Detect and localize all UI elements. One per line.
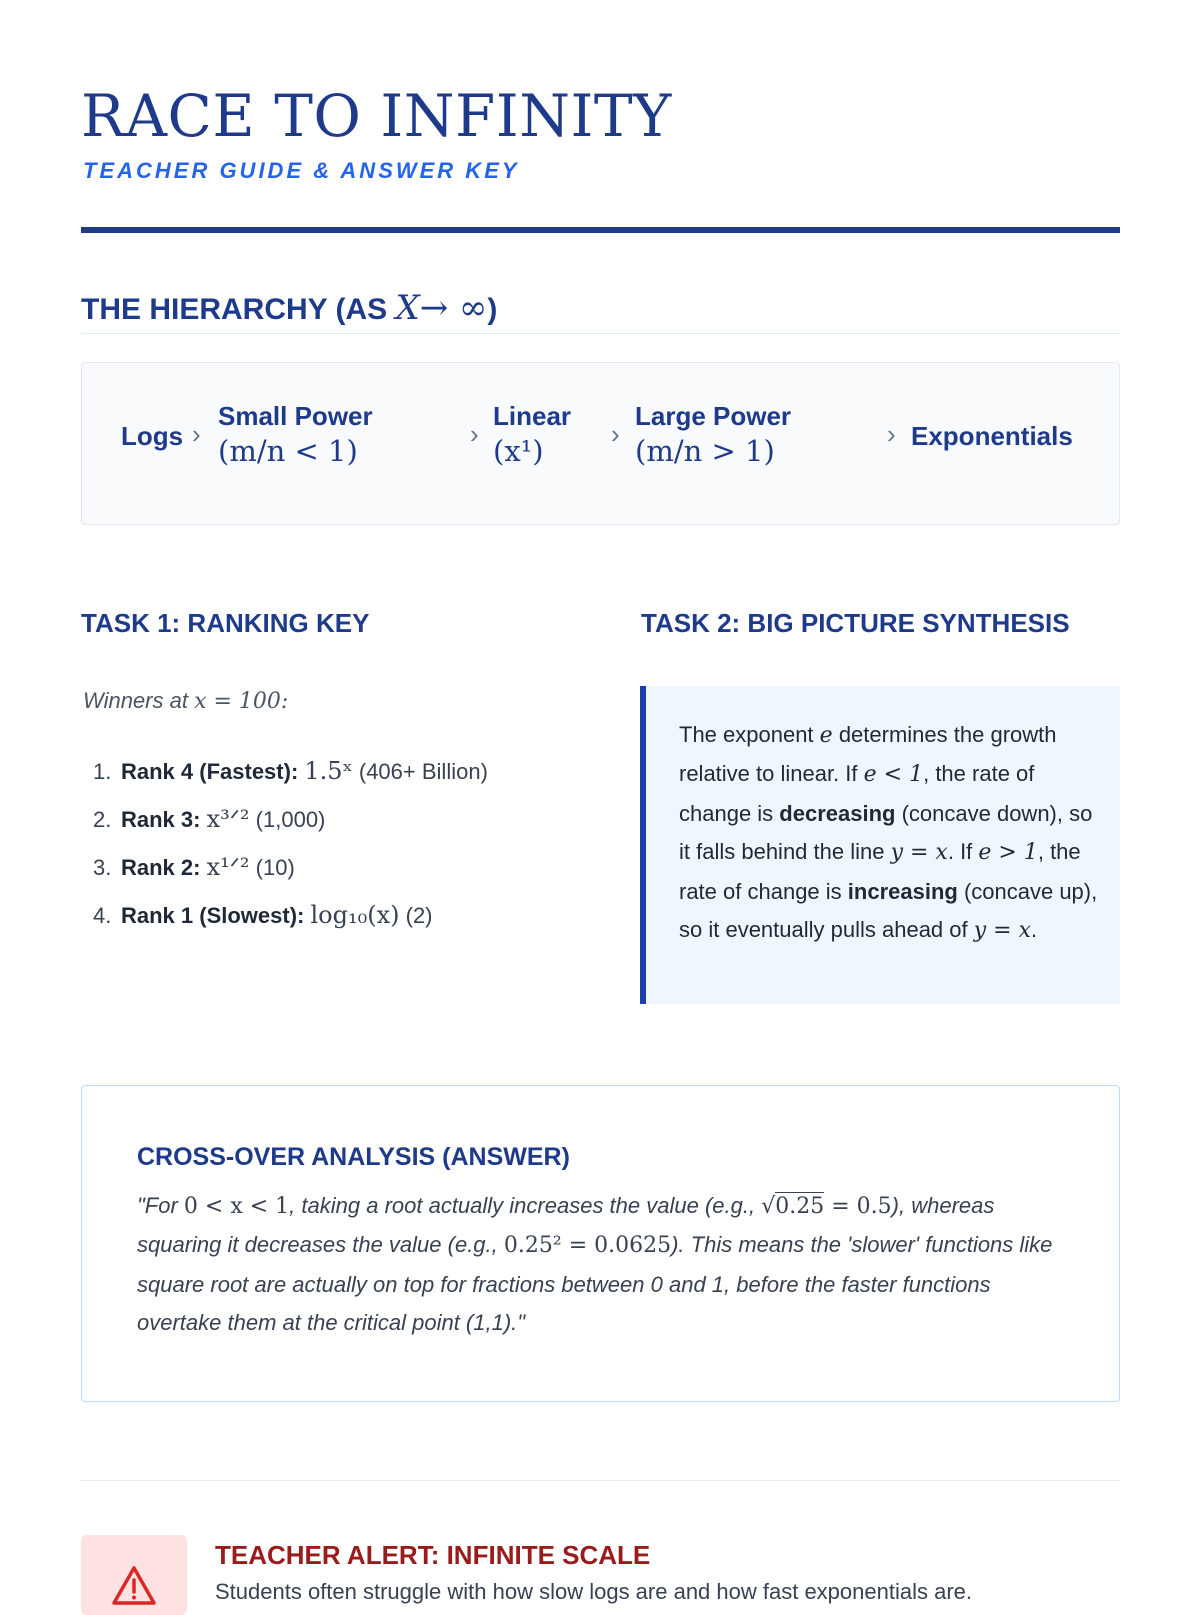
hierarchy-item-label: Logs: [121, 421, 184, 451]
winners-math: x = 100:: [194, 689, 289, 714]
rank-expression: x¹ᐟ²: [206, 853, 250, 881]
rank-expression: x³ᐟ²: [206, 805, 250, 833]
rank-number: 3.: [93, 855, 112, 880]
text-run: (concave down), so it falls behind the line: [679, 800, 1093, 865]
synthesis-text: [679, 716, 1099, 950]
rank-label: Rank 2:: [121, 855, 201, 880]
math-run: e: [819, 723, 833, 748]
text-run: ), whereas squaring it decreases the value (e.g.,: [137, 1193, 995, 1258]
hierarchy-item-label: Linear: [493, 401, 572, 431]
hierarchy-item-large-power: [635, 401, 791, 468]
hierarchy-heading-close: ): [487, 293, 498, 326]
hierarchy-box: [81, 362, 1120, 525]
hierarchy-item-label: Small Power: [218, 401, 373, 431]
crossover-box: [81, 1085, 1120, 1402]
text-run: .: [1031, 917, 1038, 943]
text-run: , the rate of change is: [679, 839, 1081, 904]
rank-list: [93, 757, 488, 949]
emphasis-decreasing: decreasing: [779, 800, 896, 826]
hierarchy-item-exponentials: [911, 421, 1073, 452]
synthesis-callout: [640, 686, 1120, 1004]
warning-icon: [111, 1565, 157, 1605]
list-item: [93, 757, 488, 805]
alert-text: Students often struggle with how slow logs are and how fast exponentials are.: [215, 1579, 973, 1604]
task2-title: TASK 2: BIG PICTURE SYNTHESIS: [641, 608, 1070, 638]
hierarchy-divider: [81, 333, 1120, 334]
text-run: , taking a root actually increases the value (e.g.,: [289, 1193, 762, 1218]
rank-expression: log₁₀(x): [310, 901, 400, 929]
hierarchy-heading-text: THE HIERARCHY (AS: [81, 293, 396, 326]
winners-label: [83, 688, 288, 714]
math-run: e < 1: [863, 762, 924, 788]
hierarchy-item-label: Large Power: [635, 401, 792, 431]
math-run: = 0.5: [824, 1194, 892, 1219]
rank-value: (10): [255, 855, 295, 880]
emphasis-increasing: increasing: [847, 878, 958, 904]
text-run: (concave up), so it eventually pulls ahead of: [679, 878, 1098, 943]
crossover-text: [137, 1187, 1067, 1343]
math-run: 0.25² = 0.0625: [503, 1233, 672, 1259]
list-item: [93, 805, 488, 853]
hierarchy-heading-math: X→ ∞: [395, 288, 488, 328]
math-run: 0 < x < 1: [183, 1194, 290, 1219]
winners-text: Winners at: [83, 688, 195, 713]
rank-number: 1.: [93, 759, 112, 784]
chevron-right-icon: ›: [470, 419, 479, 449]
math-run: 0.25: [775, 1194, 825, 1219]
rank-value: (2): [405, 903, 433, 928]
hierarchy-item-small-power: [218, 401, 373, 468]
chevron-right-icon: ›: [192, 419, 201, 449]
text-run: "For: [137, 1193, 184, 1218]
math-run: y = x: [890, 840, 948, 866]
text-run: ). This means the 'slower' functions like square root are actually on top for fractions between 0 and 1, before the faster functions overtake them at the critical point (1,1).": [137, 1232, 1053, 1336]
chevron-right-icon: ›: [887, 419, 896, 449]
list-item: [93, 853, 488, 901]
text-run: determines the growth relative to linear. If: [679, 722, 1057, 787]
hierarchy-heading: [81, 288, 497, 328]
rank-label: Rank 4 (Fastest):: [121, 759, 299, 784]
text-run: The exponent: [679, 722, 820, 747]
hierarchy-item-linear: [493, 401, 571, 468]
math-run: y = x: [973, 918, 1032, 944]
alert-title: TEACHER ALERT: INFINITE SCALE: [215, 1540, 651, 1570]
hierarchy-item-logs: [121, 421, 183, 452]
text-run: , the rate of change is: [679, 761, 1035, 826]
sqrt-symbol: √: [761, 1194, 776, 1219]
rank-value: (406+ Billion): [358, 759, 488, 784]
task1-title: TASK 1: RANKING KEY: [81, 608, 370, 638]
alert-icon-box: [81, 1535, 187, 1615]
section-divider: [81, 1480, 1120, 1481]
rank-label: Rank 1 (Slowest):: [121, 903, 305, 928]
rank-label: Rank 3:: [121, 807, 201, 832]
rank-value: (1,000): [255, 807, 326, 832]
hierarchy-item-label: Exponentials: [911, 421, 1073, 451]
title-divider: [81, 227, 1120, 233]
rank-number: 2.: [93, 807, 112, 832]
crossover-title: CROSS-OVER ANALYSIS (ANSWER): [137, 1143, 570, 1171]
hierarchy-item-condition: (m/n < 1): [218, 434, 358, 468]
hierarchy-item-condition: (m/n > 1): [635, 434, 775, 468]
list-item: [93, 901, 488, 949]
chevron-right-icon: ›: [611, 419, 620, 449]
rank-number: 4.: [93, 903, 112, 928]
hierarchy-item-condition: (x¹): [493, 434, 544, 468]
rank-expression: 1.5ˣ: [304, 757, 353, 785]
page-title: RACE TO INFINITY: [81, 82, 672, 150]
math-run: e > 1: [978, 840, 1038, 866]
text-run: . If: [947, 839, 979, 865]
page-subtitle: TEACHER GUIDE & ANSWER KEY: [83, 158, 520, 183]
